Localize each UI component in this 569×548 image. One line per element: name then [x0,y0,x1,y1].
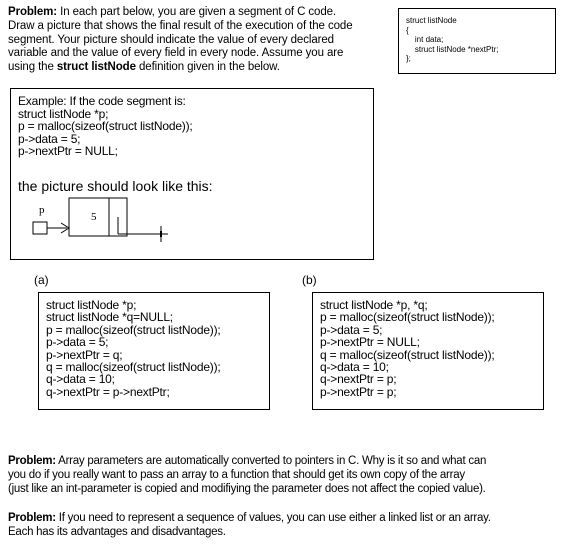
part-a-code-box [38,292,270,410]
problem1-bold-struct: struct listNode [56,61,136,74]
problem3-lead: Problem: [8,512,56,524]
struct-def-line-1: struct listNode [406,16,457,25]
part-b-code-box [312,292,544,410]
part-b-code-line-6: q->data = 10; [320,360,389,375]
example-intro: Example: If the code segment is: [18,94,186,108]
struct-definition-box [398,8,556,74]
problem3-paragraph [8,512,563,540]
problem1-lead: Problem: [8,6,58,18]
problem3-line-1: If you need to represent a sequence of values, you can use either a linked list or an array. [55,512,491,524]
part-a-code-line-5: p->nextPtr = q; [46,347,123,362]
part-a-code-line-7: q->data = 10; [46,372,115,387]
example-caption: the picture should look like this: [18,178,213,194]
problem1-paragraph [8,6,393,75]
problem1-line-5: using the [8,61,57,74]
example-code-line-4: p->nextPtr = NULL; [18,144,118,159]
part-b-code-line-5: q = malloc(sizeof(struct listNode)); [320,347,495,362]
part-b-code-line-4: p->nextPtr = NULL; [320,335,420,350]
problem2-line-2: you do if you really want to pass an array to a function that should get its own copy of the array [8,468,465,481]
struct-def-line-5: }; [406,54,411,63]
problem1-line-3: segment. Your picture should indicate the value of every declared [8,33,334,46]
problem2-lead: Problem: [8,455,56,467]
part-a-code-line-4: p->data = 5; [46,335,109,350]
problem2-paragraph [8,455,563,496]
part-a-code-line-3: p = malloc(sizeof(struct listNode)); [46,322,221,337]
problem1-tail: definition given in the below. [135,61,280,74]
part-b-label: (b) [302,273,317,287]
linked-list-diagram [11,89,373,259]
part-a-code-line-8: q->nextPtr = p->nextPtr; [46,384,170,399]
problem2-line-1: Array parameters are automatically converted to pointers in C. Why is it so and what can [55,455,487,467]
node-data-value: 5 [91,211,97,223]
part-a-code-line-2: struct listNode *q=NULL; [46,310,173,325]
part-b-code-line-2: p = malloc(sizeof(struct listNode)); [320,310,495,325]
pointer-box [33,222,47,234]
struct-def-line-4: struct listNode *nextPtr; [406,44,499,54]
example-code-line-3: p->data = 5; [18,131,81,146]
part-a-label: (a) [34,273,49,287]
struct-def-line-3: int data; [406,35,444,44]
part-b-code-line-7: q->nextPtr = p; [320,372,397,387]
struct-def-line-2: { [406,25,409,35]
part-b-code-line-8: p->nextPtr = p; [320,384,397,399]
problem1-line-1: In each part below, you are given a segment of C code. [57,6,337,18]
part-a-code-line-1: struct listNode *p; [46,298,137,312]
example-code-line-2: p = malloc(sizeof(struct listNode)); [18,119,193,134]
part-b-code-line-3: p->data = 5; [320,322,383,337]
pointer-var-label: p [39,204,45,216]
problem2-line-3: (just like an int-parameter is copied and modifiying the parameter does not affect the copied value). [8,482,486,495]
example-box [10,88,374,260]
problem1-line-4: variable and the value of every field in every node. Assume you are [8,47,344,60]
problem1-line-2: Draw a picture that shows the final result of the execution of the code [8,19,353,32]
problem3-line-2: Each has its advantages and disadvantages. [8,525,226,538]
part-b-code-line-1: struct listNode *p, *q; [320,298,428,312]
example-code-line-1: struct listNode *p; [18,106,109,121]
part-a-code-line-6: q = malloc(sizeof(struct listNode)); [46,360,221,375]
